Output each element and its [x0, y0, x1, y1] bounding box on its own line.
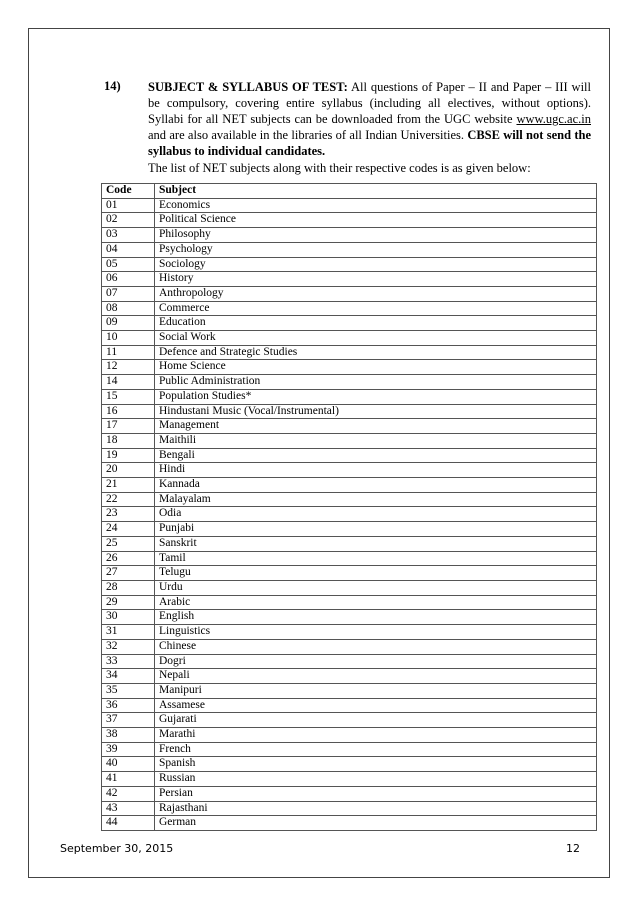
subject-list-intro: The list of NET subjects along with their respective codes is as given below:: [148, 161, 531, 175]
table-row: [102, 595, 597, 610]
subject-code-cell: 02: [102, 213, 155, 228]
table-row: [102, 463, 597, 478]
paragraph-text-2: and are also available in the libraries of all Indian Universities.: [148, 128, 468, 142]
subject-name-cell: Spanish: [155, 757, 597, 772]
table-row: [102, 433, 597, 448]
subject-code-cell: 19: [102, 448, 155, 463]
subject-name-cell: Telugu: [155, 566, 597, 581]
subject-name-cell: Persian: [155, 786, 597, 801]
subject-name-cell: Management: [155, 419, 597, 434]
subject-name-cell: Commerce: [155, 301, 597, 316]
subject-code-cell: 30: [102, 610, 155, 625]
subject-code-cell: 22: [102, 492, 155, 507]
subject-code-cell: 12: [102, 360, 155, 375]
page-number: 12: [566, 842, 580, 855]
subject-code-cell: 16: [102, 404, 155, 419]
subject-name-cell: Manipuri: [155, 683, 597, 698]
subject-code-cell: 32: [102, 639, 155, 654]
table-row: [102, 669, 597, 684]
table-row: [102, 478, 597, 493]
table-row: [102, 492, 597, 507]
table-row: [102, 639, 597, 654]
subject-name-cell: Arabic: [155, 595, 597, 610]
subject-name-cell: Philosophy: [155, 228, 597, 243]
subject-code-cell: 42: [102, 786, 155, 801]
table-row: [102, 536, 597, 551]
table-row: [102, 242, 597, 257]
subject-code-cell: 29: [102, 595, 155, 610]
table-row: [102, 331, 597, 346]
subject-name-cell: Education: [155, 316, 597, 331]
table-row: [102, 375, 597, 390]
subject-name-cell: Home Science: [155, 360, 597, 375]
subject-code-cell: 23: [102, 507, 155, 522]
cbse-notice: CBSE will not send the syllabus to individual candidates.: [148, 128, 592, 158]
subject-code-cell: 31: [102, 625, 155, 640]
footer-date: September 30, 2015: [60, 842, 174, 855]
table-row: [102, 301, 597, 316]
subject-code-cell: 03: [102, 228, 155, 243]
subject-code-cell: 43: [102, 801, 155, 816]
table-row: [102, 316, 597, 331]
section-heading: SUBJECT & SYLLABUS OF TEST:: [148, 80, 348, 94]
table-row: [102, 286, 597, 301]
subject-name-cell: English: [155, 610, 597, 625]
subject-name-cell: Russian: [155, 772, 597, 787]
subject-code-cell: 34: [102, 669, 155, 684]
table-row: [102, 610, 597, 625]
subject-name-cell: Population Studies*: [155, 389, 597, 404]
subject-code-cell: 04: [102, 242, 155, 257]
subject-name-cell: Hindustani Music (Vocal/Instrumental): [155, 404, 597, 419]
subject-name-cell: Linguistics: [155, 625, 597, 640]
subject-name-cell: Anthropology: [155, 286, 597, 301]
table-row: [102, 786, 597, 801]
subject-code-cell: 17: [102, 419, 155, 434]
subject-code-cell: 26: [102, 551, 155, 566]
table-row: [102, 742, 597, 757]
subject-name-cell: History: [155, 272, 597, 287]
subject-code-cell: 20: [102, 463, 155, 478]
table-row: [102, 272, 597, 287]
subject-name-cell: Rajasthani: [155, 801, 597, 816]
table-row: [102, 389, 597, 404]
subject-code-cell: 21: [102, 478, 155, 493]
table-row: [102, 198, 597, 213]
table-row: [102, 757, 597, 772]
subject-name-cell: Odia: [155, 507, 597, 522]
subject-name-cell: French: [155, 742, 597, 757]
table-row: [102, 213, 597, 228]
subject-code-cell: 33: [102, 654, 155, 669]
subject-code-cell: 10: [102, 331, 155, 346]
table-row: [102, 816, 597, 831]
table-header-row: [102, 184, 597, 199]
table-row: [102, 580, 597, 595]
subject-code-cell: 01: [102, 198, 155, 213]
subject-name-cell: Tamil: [155, 551, 597, 566]
section-number: 14): [104, 79, 121, 93]
table-row: [102, 507, 597, 522]
subject-name-cell: Sanskrit: [155, 536, 597, 551]
subject-code-cell: 18: [102, 433, 155, 448]
subject-name-cell: Nepali: [155, 669, 597, 684]
subject-code-cell: 39: [102, 742, 155, 757]
subject-name-cell: Maithili: [155, 433, 597, 448]
subject-name-cell: Public Administration: [155, 375, 597, 390]
subject-code-cell: 07: [102, 286, 155, 301]
subject-code-cell: 09: [102, 316, 155, 331]
table-row: [102, 683, 597, 698]
table-row: [102, 772, 597, 787]
table-row: [102, 448, 597, 463]
subject-name-cell: Dogri: [155, 654, 597, 669]
subject-code-cell: 36: [102, 698, 155, 713]
table-row: [102, 801, 597, 816]
table-row: [102, 713, 597, 728]
subject-column-header: Subject: [155, 184, 597, 199]
subject-name-cell: Gujarati: [155, 713, 597, 728]
table-row: [102, 654, 597, 669]
table-row: [102, 522, 597, 537]
paragraph-text-1: All questions of Paper – II and Paper – III will be compulsory, covering entire syllabus (including all electives, without options). Syllabi for all NET subjects can be downloaded from the UGC website: [148, 80, 591, 126]
subject-name-cell: Hindi: [155, 463, 597, 478]
table-row: [102, 728, 597, 743]
subject-name-cell: Malayalam: [155, 492, 597, 507]
subjects-table-body: [102, 198, 597, 830]
subject-code-cell: 05: [102, 257, 155, 272]
subject-code-cell: 37: [102, 713, 155, 728]
subject-code-cell: 35: [102, 683, 155, 698]
subject-name-cell: Assamese: [155, 698, 597, 713]
subject-name-cell: Bengali: [155, 448, 597, 463]
subject-name-cell: Kannada: [155, 478, 597, 493]
subject-code-cell: 41: [102, 772, 155, 787]
subject-code-cell: 14: [102, 375, 155, 390]
subject-code-cell: 24: [102, 522, 155, 537]
subject-name-cell: Economics: [155, 198, 597, 213]
subject-name-cell: Sociology: [155, 257, 597, 272]
table-row: [102, 625, 597, 640]
subject-name-cell: Punjabi: [155, 522, 597, 537]
subject-name-cell: Chinese: [155, 639, 597, 654]
subject-code-cell: 28: [102, 580, 155, 595]
table-row: [102, 345, 597, 360]
table-row: [102, 360, 597, 375]
table-row: [102, 228, 597, 243]
subject-code-cell: 15: [102, 389, 155, 404]
subject-name-cell: Marathi: [155, 728, 597, 743]
table-row: [102, 257, 597, 272]
table-row: [102, 419, 597, 434]
subject-code-cell: 27: [102, 566, 155, 581]
subject-code-cell: 06: [102, 272, 155, 287]
subjects-table: [101, 183, 597, 831]
subject-code-cell: 11: [102, 345, 155, 360]
subject-name-cell: Urdu: [155, 580, 597, 595]
table-row: [102, 698, 597, 713]
subject-code-cell: 25: [102, 536, 155, 551]
code-column-header: Code: [102, 184, 155, 199]
subject-name-cell: German: [155, 816, 597, 831]
section-paragraph: [148, 79, 591, 159]
subject-name-cell: Defence and Strategic Studies: [155, 345, 597, 360]
table-row: [102, 404, 597, 419]
subject-name-cell: Psychology: [155, 242, 597, 257]
ugc-website-link[interactable]: www.ugc.ac.in: [516, 112, 591, 126]
subject-code-cell: 08: [102, 301, 155, 316]
table-row: [102, 551, 597, 566]
subject-name-cell: Social Work: [155, 331, 597, 346]
subject-name-cell: Political Science: [155, 213, 597, 228]
subject-code-cell: 44: [102, 816, 155, 831]
subject-code-cell: 40: [102, 757, 155, 772]
table-row: [102, 566, 597, 581]
subject-code-cell: 38: [102, 728, 155, 743]
